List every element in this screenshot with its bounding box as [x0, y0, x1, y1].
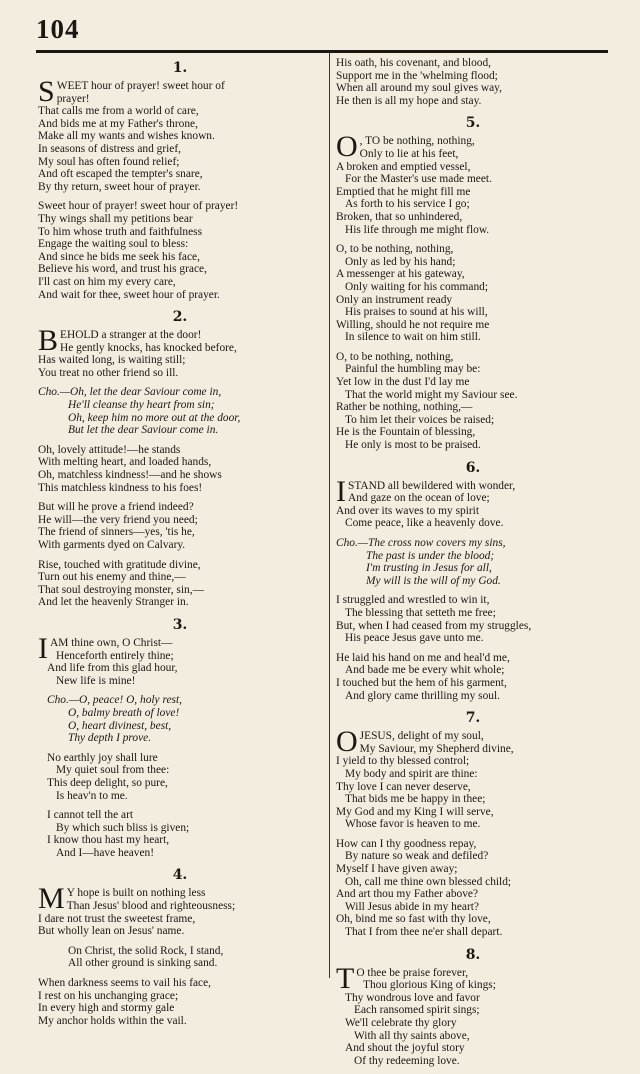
hymn: [38, 616, 322, 860]
hymn-line: O, to be nothing, nothing,: [336, 350, 454, 363]
hymn: [336, 709, 610, 939]
hymn-line: His praises to sound at his will,: [345, 306, 488, 319]
hymn-line: STAND all bewildered with wonder,: [348, 479, 516, 492]
hymn-line: Henceforth entirely thine;: [56, 649, 174, 662]
stanza: [38, 324, 322, 379]
hymn-line: Engage the waiting soul to bless:: [38, 238, 189, 251]
hymn-line: With all thy saints above,: [354, 1029, 470, 1042]
hymn-line: I yield to thy blessed control;: [336, 755, 470, 768]
hymn-line: In seasons of distress and grief,: [38, 142, 181, 155]
hymn-line: Of thy redeeming love.: [354, 1054, 460, 1067]
stanza: [336, 351, 610, 452]
hymn-line: The past is under the blood;: [366, 549, 495, 562]
hymn-line: And oft escaped the tempter's snare,: [38, 168, 203, 181]
hymn-line: Thy love I can never deserve,: [336, 780, 471, 793]
hymn-line: With melting heart, and loaded hands,: [38, 456, 212, 469]
stanza: [336, 474, 610, 530]
hymn-line: Y hope is built on nothing less: [66, 887, 206, 900]
drop-cap: O: [336, 130, 358, 164]
stanza: [38, 75, 322, 193]
hymn-line: His life through me might flow.: [345, 223, 490, 236]
hymn-line: Is heav'n to me.: [56, 789, 128, 802]
hymn-line: He'll cleanse thy heart from sin;: [68, 399, 215, 412]
hymn-line: In silence to wait on him still.: [345, 331, 481, 344]
hymn-line: That I from thee ne'er shall depart.: [345, 926, 503, 939]
hymn-number: 3.: [172, 616, 188, 633]
hymn-line: How can I thy goodness repay,: [336, 837, 477, 850]
hymn-line: His oath, his covenant, and blood,: [336, 57, 492, 69]
hymn-line: Turn out his enemy and thine,—: [38, 571, 186, 584]
hymn-line: And since he bids me seek his face,: [38, 250, 200, 263]
stanza: [38, 945, 322, 970]
stanza: [38, 501, 322, 551]
hymn-line: With garments dyed on Calvary.: [38, 539, 186, 551]
hymn: [38, 866, 322, 1027]
hymn-line: Thy wings shall my petitions bear: [38, 212, 193, 225]
hymn-line: He only is most to be praised.: [345, 439, 481, 452]
hymn-line: I know thou hast my heart,: [47, 834, 170, 847]
hymn: [336, 459, 610, 703]
stanza: [38, 444, 322, 494]
hymn-number: 4.: [172, 867, 188, 884]
hymn-line: A messenger at his gateway,: [336, 268, 465, 281]
hymn-line: To him whose truth and faithfulness: [38, 225, 203, 238]
stanza: [38, 752, 322, 802]
header-rule: [36, 50, 608, 53]
hymn-number: 8.: [465, 946, 481, 963]
stanza: [336, 243, 610, 344]
hymn-line: AM thine own, O Christ—: [50, 636, 173, 649]
hymn-line: He laid his hand on me and heal'd me,: [336, 651, 510, 664]
stanza: [336, 838, 610, 939]
hymn-line: Thy depth I prove.: [68, 732, 152, 745]
drop-cap: O: [336, 725, 358, 759]
hymn-line: Has waited long, is waiting still;: [38, 354, 186, 367]
hymn-line: As forth to his service I go;: [345, 198, 470, 211]
hymn-line: My God and my King I will serve,: [336, 805, 494, 818]
hymn-line: Only an instrument ready: [336, 293, 453, 306]
hymn-line: Than Jesus' blood and righteousness;: [66, 900, 236, 913]
hymn-line: His peace Jesus gave unto me.: [345, 632, 484, 645]
drop-cap: B: [38, 324, 59, 358]
hymn-line: Make all my wants and wishes known.: [38, 130, 215, 143]
hymn-line: I touched but the hem of his garment,: [336, 676, 507, 689]
hymn-line: Only to lie at his feet,: [359, 147, 459, 160]
hymn-line: My anchor holds within the vail.: [38, 1014, 187, 1027]
hymn-line: Rather be nothing, nothing,—: [336, 401, 473, 414]
hymn-number: 5.: [465, 115, 481, 132]
hymn-line: WEET hour of prayer! sweet hour of: [56, 80, 225, 92]
hymn-line: Oh, lovely attitude!—he stands: [38, 443, 181, 456]
hymn-line: Cho.—Oh, let the dear Saviour come in,: [38, 386, 222, 399]
hymn-line: My soul has often found relief;: [38, 155, 180, 168]
hymn-line: You treat no other friend so ill.: [38, 366, 179, 379]
hymn-line: Whose favor is heaven to me.: [345, 818, 481, 831]
drop-cap: I: [38, 631, 48, 665]
hymn-line: That bids me be happy in thee;: [345, 793, 486, 806]
hymn-number: 7.: [465, 710, 481, 727]
hymn-line: My Saviour, my Shepherd divine,: [359, 742, 514, 755]
hymn-line: Each ransomed spirit sings;: [354, 1004, 480, 1017]
hymn-line: But, when I had ceased from my struggles,: [336, 619, 532, 632]
hymn: [38, 59, 322, 301]
hymn-line: And wait for thee, sweet hour of prayer.: [38, 288, 220, 301]
hymn-line: O, heart divinest, best,: [68, 719, 172, 732]
stanza: [38, 631, 322, 687]
hymn-line: Oh, keep him no more out at the door,: [68, 411, 241, 424]
page-number: 104: [36, 14, 80, 44]
hymn-line: And bade me be every whit whole;: [345, 664, 505, 677]
hymn-line: O thee be praise forever,: [356, 966, 469, 979]
hymn-number: 2.: [172, 309, 188, 326]
hymn-line: My quiet soul from thee:: [56, 764, 170, 777]
hymn-line: For the Master's use made meet.: [345, 173, 492, 186]
hymn-line: He will—the very friend you need;: [38, 513, 198, 526]
hymn-line: Myself I have given away;: [336, 863, 458, 876]
stanza: [38, 559, 322, 609]
drop-cap: M: [38, 882, 65, 916]
hymn-line: Yet low in the dust I'd lay me: [336, 376, 470, 389]
hymn-line: Oh, call me thine own blessed child;: [345, 875, 512, 888]
stanza: [336, 652, 610, 702]
hymn-line: New life is mine!: [56, 674, 136, 687]
hymn-line: He is the Fountain of blessing,: [336, 426, 476, 439]
hymn-line: He then is all my hope and stay.: [336, 94, 482, 107]
hymn-line: By which such bliss is given;: [56, 821, 190, 834]
hymn-line: But wholly lean on Jesus' name.: [38, 925, 185, 938]
hymn-line: Thy wondrous love and favor: [345, 991, 480, 1004]
drop-cap: T: [336, 961, 355, 995]
hymn-line: When all around my soul gives way,: [336, 82, 502, 95]
hymn-line: Oh, matchless kindness!—and he shows: [38, 469, 222, 482]
hymn-line: JESUS, delight of my soul,: [359, 730, 484, 743]
chorus: [38, 694, 322, 744]
chorus: [38, 386, 322, 436]
stanza: [336, 725, 610, 831]
hymn-line: In every high and stormy gale: [38, 1002, 175, 1015]
hymn-line: And life from this glad hour,: [47, 662, 178, 675]
stanza: [38, 809, 322, 859]
hymn-line: The friend of sinners—yes, 'tis he,: [38, 526, 195, 539]
hymn-line: We'll celebrate thy glory: [345, 1017, 457, 1029]
hymn-line: O, to be nothing, nothing,: [336, 243, 454, 256]
hymn-line: Willing, should he not require me: [336, 318, 490, 331]
stanza: [336, 961, 610, 1068]
hymn-line: By thy return, sweet hour of prayer.: [38, 180, 201, 193]
column-divider: [329, 53, 330, 978]
hymn-line: I'll cast on him my every care,: [38, 275, 176, 288]
hymn-line: And art thou my Father above?: [336, 888, 479, 901]
hymn-line: prayer!: [56, 92, 90, 105]
hymn-line: Only waiting for his command;: [345, 280, 488, 293]
hymn-line: To him let their voices be raised;: [345, 413, 495, 426]
hymn-line: Only as led by his hand;: [345, 255, 456, 268]
hymn-line: Sweet hour of prayer! sweet hour of prayer!: [38, 200, 239, 213]
chorus: [336, 537, 610, 587]
hymn-line: Rise, touched with gratitude divine,: [38, 558, 201, 571]
hymn-line: I struggled and wrestled to win it,: [336, 594, 490, 607]
hymn-line: And glory came thrilling my soul.: [345, 689, 501, 702]
hymn-line: And gaze on the ocean of love;: [348, 492, 490, 505]
hymn-line: This matchless kindness to his foes!: [38, 481, 203, 494]
hymn-line: Cho.—O, peace! O, holy rest,: [47, 694, 182, 707]
stanza: [336, 130, 610, 236]
hymn-line: When darkness seems to vail his face,: [38, 977, 212, 990]
hymn-line: And over its waves to my spirit: [336, 504, 480, 517]
stanza: [38, 977, 322, 1027]
stanza: [336, 57, 610, 107]
hymn-line: Cho.—The cross now covers my sins,: [336, 537, 506, 549]
hymn-line: By nature so weak and defiled?: [345, 850, 489, 863]
hymn-line: I dare not trust the sweetest frame,: [38, 912, 196, 925]
hymn: [336, 114, 610, 451]
hymn: [336, 57, 610, 107]
hymn-line: Broken, that so unhindered,: [336, 210, 463, 223]
right-column: [336, 57, 610, 1074]
hymn-line: O, balmy breath of love!: [68, 706, 180, 719]
hymn-number: 6.: [465, 459, 481, 476]
hymn-line: And shout the joyful story: [345, 1042, 465, 1055]
hymn-line: I rest on his unchanging grace;: [38, 989, 179, 1002]
hymn-line: Believe his word, and trust his grace,: [38, 263, 207, 276]
stanza: [38, 200, 322, 301]
hymn-line: I'm trusting in Jesus for all,: [366, 562, 492, 575]
hymn-line: But will he prove a friend indeed?: [38, 501, 194, 514]
hymn-line: No earthly joy shall lure: [47, 751, 158, 764]
hymn-line: My will is the will of my God.: [366, 574, 501, 587]
stanza: [336, 594, 610, 644]
hymn-line: All other ground is sinking sand.: [68, 957, 218, 970]
hymn-line: Support me in the 'whelming flood;: [336, 69, 498, 82]
drop-cap: I: [336, 474, 346, 508]
hymn-line: EHOLD a stranger at the door!: [60, 329, 202, 342]
hymn-line: That calls me from a world of care,: [38, 105, 199, 118]
hymn-line: A broken and emptied vessel,: [336, 160, 471, 173]
hymn-line: Painful the humbling may be:: [345, 363, 481, 376]
hymn-line: The blessing that setteth me free;: [345, 606, 496, 619]
hymn-line: Will Jesus abide in my heart?: [345, 900, 479, 913]
hymn: [38, 308, 322, 609]
hymn-line: On Christ, the solid Rock, I stand,: [68, 944, 224, 957]
hymn-line: My body and spirit are thine:: [345, 767, 478, 780]
hymn-line: He gently knocks, has knocked before,: [60, 341, 237, 354]
hymn-line: And let the heavenly Stranger in.: [38, 596, 189, 609]
hymn-line: Come peace, like a heavenly dove.: [345, 517, 504, 530]
hymn-line: That soul destroying monster, sin,—: [38, 583, 204, 596]
hymn-line: And I—have heaven!: [56, 846, 155, 859]
hymn-line: That the world might my Saviour see.: [345, 388, 518, 401]
stanza: [38, 882, 322, 938]
drop-cap: S: [38, 75, 55, 108]
hymn-line: This deep delight, so pure,: [47, 776, 168, 789]
hymn-line: Emptied that he might fill me: [336, 185, 471, 198]
hymn: [336, 946, 610, 1068]
hymn-line: Oh, bind me so fast with thy love,: [336, 913, 491, 926]
hymn-line: But let the dear Saviour come in.: [68, 424, 219, 437]
hymn-number: 1.: [172, 60, 188, 76]
hymn-line: And bids me at my Father's throne,: [38, 117, 198, 130]
hymn-line: Thou glorious King of kings;: [363, 979, 496, 992]
hymn-line: I cannot tell the art: [47, 809, 134, 822]
left-column: [38, 57, 322, 1034]
hymn-line: , TO be nothing, nothing,: [359, 135, 475, 148]
